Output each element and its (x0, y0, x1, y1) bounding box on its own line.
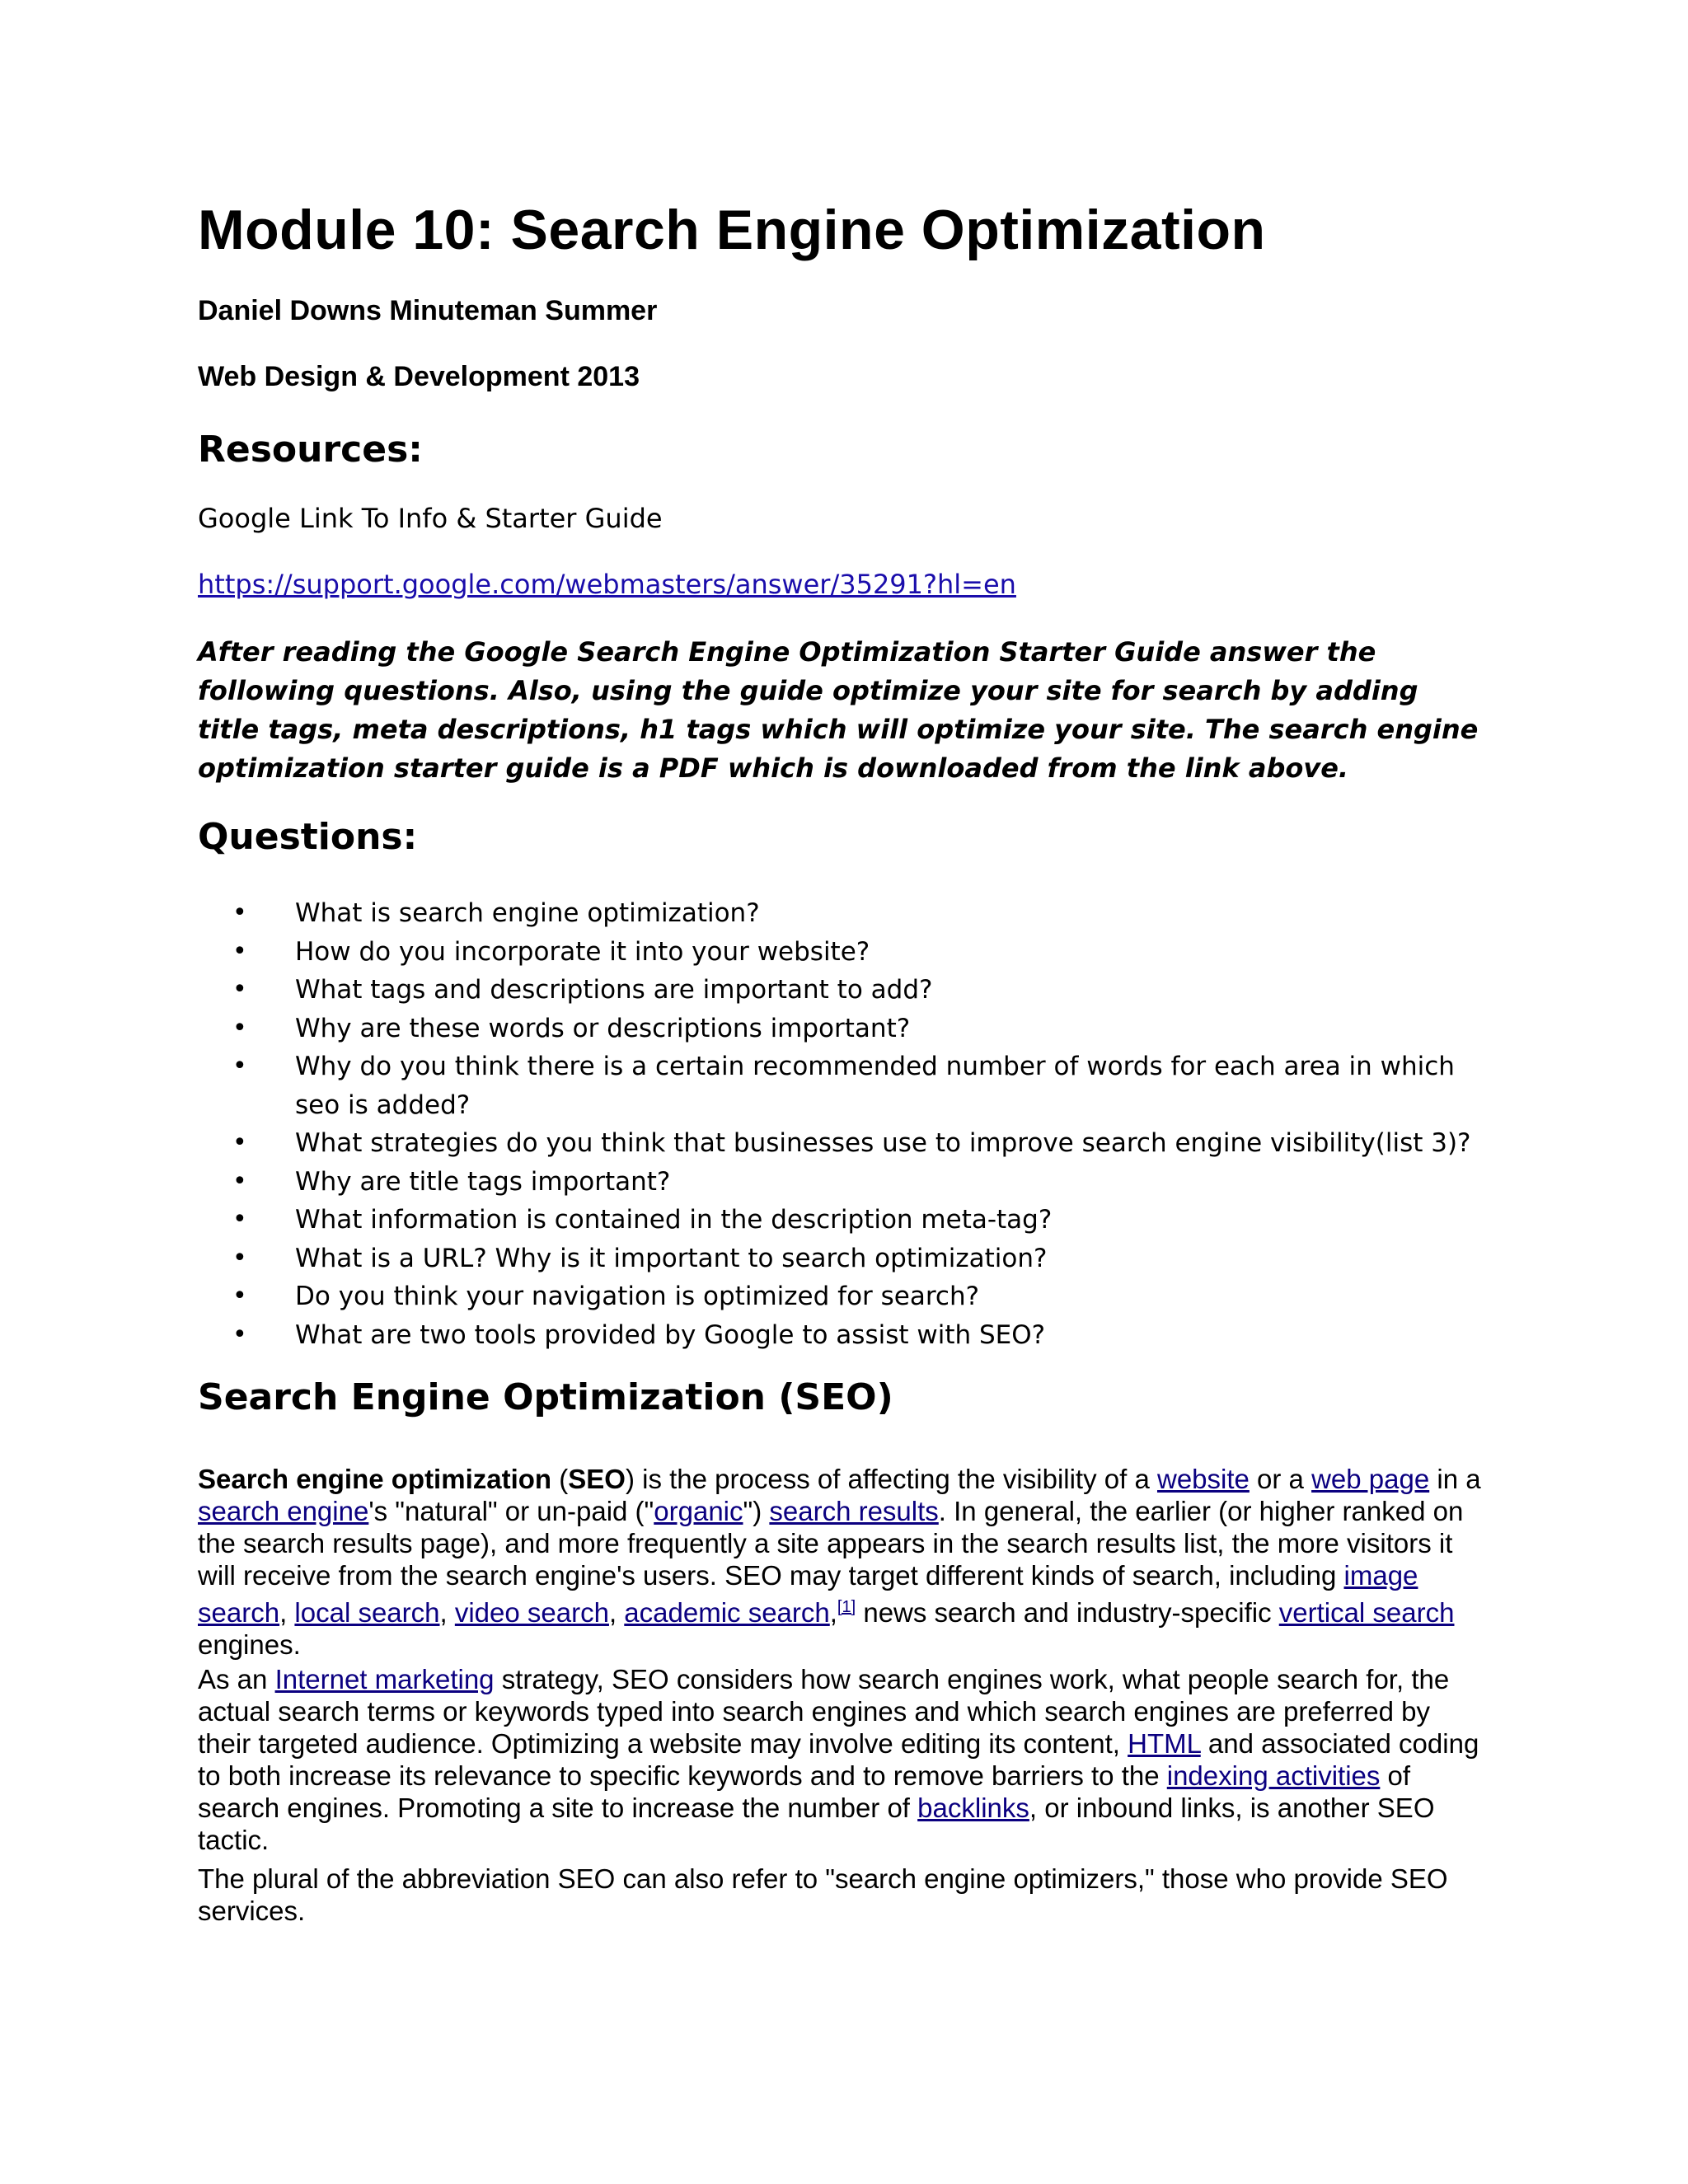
author-line: Daniel Downs Minuteman Summer (198, 295, 658, 326)
text-run: and associated coding to both increase its relevance to specific keywords and to remove barriers to the (198, 1728, 1479, 1791)
text-run: news search and industry-specific (856, 1597, 1279, 1628)
link-vertical-search[interactable]: vertical search (1278, 1597, 1455, 1628)
seo-paragraph-3: The plural of the abbreviation SEO can also refer to "search engine optimizers," those who provide SEO services. (198, 1863, 1448, 1926)
question-text: Do you think your navigation is optimized for search? (295, 1282, 980, 1311)
list-item (198, 1163, 1484, 1202)
list-item (198, 933, 1484, 972)
text-run: , (279, 1597, 295, 1628)
bullet-icon: • (232, 1013, 247, 1043)
text-run: ( (551, 1464, 569, 1494)
link-search-engine[interactable]: search engine (198, 1496, 369, 1526)
footnote-link[interactable]: [1] (837, 1598, 856, 1616)
question-text: What are two tools provided by Google to assist with SEO? (295, 1319, 1046, 1350)
text-run: of search engines. Promoting a site to increase the number of (198, 1760, 1411, 1823)
bullet-icon: • (232, 975, 247, 1004)
questions-heading: Questions: (198, 816, 418, 858)
link-video-search[interactable]: video search (454, 1597, 609, 1628)
course-line: Web Design & Development 2013 (198, 361, 640, 392)
link-local-search[interactable]: local search (294, 1597, 440, 1628)
text-run: ) is the process of affecting the visibility of a (625, 1464, 1157, 1494)
bullet-icon: • (232, 1205, 247, 1234)
text-run: in a (1429, 1464, 1481, 1494)
link-academic-search[interactable]: academic search (624, 1597, 830, 1628)
link-internet-marketing[interactable]: Internet marketing (274, 1664, 495, 1694)
link-indexing-activities[interactable]: indexing activities (1166, 1760, 1381, 1791)
page-title: Module 10: Search Engine Optimization (198, 199, 1266, 261)
question-text: Why do you think there is a certain recommended number of words for each area in which seo is added? (295, 1052, 1455, 1120)
text-run: , (439, 1597, 455, 1628)
list-item (198, 1124, 1484, 1163)
guide-url-link[interactable]: https://support.google.com/webmasters/answer/35291?hl=en (198, 569, 1016, 600)
question-text: What is a URL? Why is it important to search optimization? (295, 1243, 1048, 1273)
text-run: . In general, the earlier (or higher ranked on the search results page), and more frequently a site appears in the search results list, the more visitors it will receive from the search engine's users. SEO may target different kinds of search, including (198, 1496, 1464, 1591)
bullet-icon: • (232, 1166, 247, 1196)
seo-paragraph-2 (198, 1663, 1484, 1856)
list-item (198, 1010, 1484, 1048)
text-run: or a (1249, 1464, 1312, 1494)
question-text: What tags and descriptions are important to add? (295, 975, 933, 1005)
text-run: strategy, SEO considers how search engines work, what people search for, the actual search terms or keywords typed into search engines and which search engines are preferred by their targeted audience. Optimizing a website may involve editing its content, (198, 1664, 1450, 1759)
link-organic[interactable]: organic (654, 1496, 743, 1526)
question-text: Why are title tags important? (295, 1166, 671, 1197)
instructions-paragraph: After reading the Google Search Engine Optimization Starter Guide answer the following questions. Also, using the guide optimize your site for search by adding title tags, meta descriptions, h1 tags which will optimize your site. The search engine optimization starter guide is a PDF which is downloaded from the link above. (198, 636, 1479, 784)
bullet-icon: • (232, 1282, 247, 1310)
list-item (198, 1277, 1484, 1316)
bullet-icon: • (232, 1243, 247, 1272)
text-run: , (608, 1597, 625, 1628)
list-item (198, 1047, 1484, 1124)
guide-label: Google Link To Info & Starter Guide (198, 503, 663, 534)
question-text: What information is contained in the description meta-tag? (295, 1205, 1053, 1235)
bullet-icon: • (232, 898, 247, 927)
list-item (198, 1316, 1484, 1355)
seo-heading: Search Engine Optimization (SEO) (198, 1376, 893, 1418)
link-html[interactable]: HTML (1128, 1728, 1201, 1759)
bullet-icon: • (232, 936, 247, 966)
text-run: , or inbound links, is another SEO tactic. (198, 1793, 1435, 1855)
link-website[interactable]: website (1156, 1464, 1250, 1494)
link-image-search[interactable]: image search (198, 1560, 1418, 1628)
text-run: As an (198, 1664, 275, 1694)
link-search-results[interactable]: search results (769, 1496, 939, 1526)
text-run: , (829, 1597, 837, 1628)
list-item (198, 1240, 1484, 1278)
question-text: What strategies do you think that businesses use to improve search engine visibility(list 3)? (295, 1128, 1471, 1158)
resources-heading: Resources: (198, 429, 423, 471)
text-run: engines. (198, 1629, 301, 1660)
link-web-page[interactable]: web page (1311, 1464, 1430, 1494)
term-bold: Search engine optimization (198, 1464, 552, 1494)
link-backlinks[interactable]: backlinks (917, 1793, 1029, 1823)
text-run: 's "natural" or un-paid (" (368, 1496, 654, 1526)
bullet-icon: • (232, 1128, 247, 1157)
list-item (198, 1201, 1484, 1240)
questions-list (198, 894, 1484, 1354)
abbr-bold: SEO (568, 1464, 626, 1494)
question-text: Why are these words or descriptions important? (295, 1013, 911, 1043)
list-item (198, 894, 1484, 933)
bullet-icon: • (232, 1052, 247, 1080)
bullet-icon: • (232, 1319, 247, 1349)
seo-paragraph-1 (198, 1463, 1484, 1661)
question-text: What is search engine optimization? (295, 898, 760, 928)
list-item (198, 971, 1484, 1010)
question-text: How do you incorporate it into your website? (295, 936, 870, 967)
text-run: ") (743, 1496, 770, 1526)
